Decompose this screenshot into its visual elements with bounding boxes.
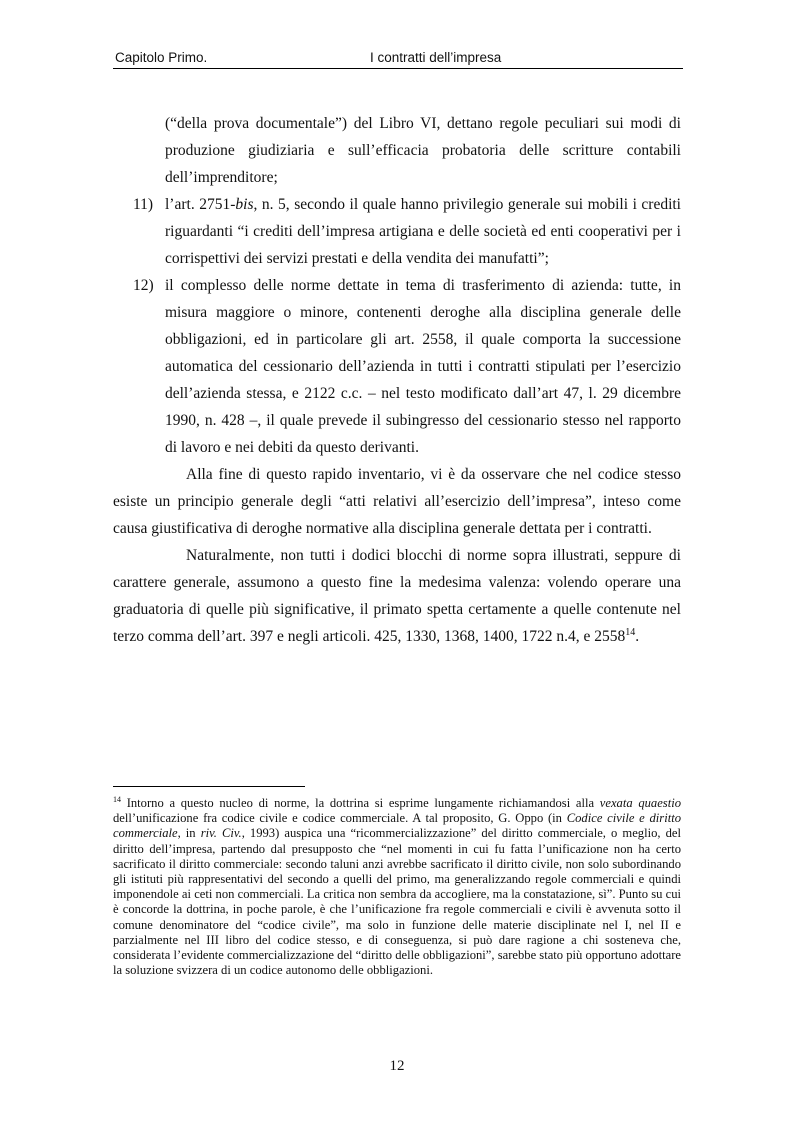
list-item-12	[113, 272, 681, 461]
footnote-italic: riv. Civ.	[200, 826, 242, 841]
footnote-text: , in	[177, 826, 201, 841]
footnote-text: Intorno a questo nucleo di norme, la dottrina si esprime lungamente richiamandosi alla	[121, 796, 600, 810]
footnote	[113, 796, 681, 978]
footnote-separator	[113, 786, 305, 787]
section-title: I contratti dell’impresa	[370, 50, 502, 65]
list-item-text: il complesso delle norme dettate in tema di trasferimento di azienda: tutte, in misura maggiore o minore, contenenti deroghe alla disciplina generale delle obbligazioni, ed in particolare gli art. 2558, il quale comporta la successione automatica del cessionario dell’azienda in tutti i contratti stipulati per l’esercizio dell’azienda stessa, e 2122 c.c. – nel testo modificato dall’art 47, l. 29 dicembre 1990, n. 428 –, il quale prevede il subingresso del cessionario stesso nel rapporto di lavoro e nei debiti da questo derivanti.	[165, 277, 681, 456]
footnote-text: , 1993) auspica una “ricommercializzazione” del diritto commerciale, o meglio, del diritto dell’impresa, partendo dal presupposto che “nel momenti in cui fu fatta l’unificazione non ha certo sacrificato il diritto commerciale: secondo taluni anzi avrebbe sacrificato il diritto civile, non solo subordinando gli istituti più rappresentativi del secondo a quelli del primo, ma generalizzando regole commerciali e quindi imponendole ai ceti non commerciali. La critica non sembra da accogliere, ma la constatazione, sì”. Punto su cui è concorde la dottrina, in poche parole, è che l’unificazione fra regole commerciali e civili è avvenuta sotto il comune denominatore del “codice civile”, ma solo in funzione delle materie disciplinate nel I, nel II e parzialmente nel III libro del codice stesso, e di conseguenza, si può dare ragione a chi sosteneva che, considerata l’evidente commercializzazione del “diritto delle obbligazioni”, sarebbe stato più opportuno adottare la soluzione svizzera di un codice autonomo delle obbligazioni.	[113, 826, 681, 978]
list-item-number: 11)	[133, 196, 154, 213]
list-item-text: l’art. 2751-	[165, 196, 236, 213]
list-item-text: , n. 5, secondo il quale hanno privilegio generale sui mobili i crediti riguardanti “i crediti dell’impresa artigiana e delle società ed enti cooperativi per i corrispettivi dei servizi prestati e della vendita dei manufatti”;	[165, 196, 681, 267]
footnote-italic: Codice civile e diritto commerciale	[113, 811, 681, 841]
body-text	[113, 110, 681, 650]
page-number: 12	[389, 1058, 405, 1074]
footnote-italic: vexata quaestio	[599, 796, 681, 810]
paragraph-end: .	[635, 628, 640, 645]
footnote-number: 14	[113, 794, 121, 804]
paragraph	[113, 542, 681, 650]
chapter-label: Capitolo Primo.	[115, 50, 208, 65]
list-item-italic: bis	[235, 196, 254, 213]
list-item-11	[113, 191, 681, 272]
footnote-reference: 14	[625, 626, 636, 638]
list-item-number: 12)	[133, 277, 154, 294]
list-continuation: (“della prova documentale”) del Libro VI, dettano regole peculiari sui modi di produzione giudiziaria e sull’efficacia probatoria delle scritture contabili dell’imprenditore;	[165, 115, 681, 186]
paragraph: Alla fine di questo rapido inventario, vi è da osservare che nel codice stesso esiste un principio generale degli “atti relativi all’esercizio dell’impresa”, inteso come causa giustificativa di deroghe normative alla disciplina generale dettata per i contratti.	[113, 466, 681, 537]
paragraph-text: Naturalmente, non tutti i dodici blocchi di norme sopra illustrati, seppure di carattere generale, assumono a questo fine la medesima valenza: volendo operare una graduatoria di quelle più significative, il primato spetta certamente a quelle contenute nel terzo comma dell’art. 397 e negli articoli. 425, 1330, 1368, 1400, 1722 n.4, e 2558	[113, 547, 681, 645]
running-header	[113, 50, 683, 69]
footnote-text: dell’unificazione fra codice civile e codice commerciale. A tal proposito, G. Oppo (in	[113, 811, 567, 826]
